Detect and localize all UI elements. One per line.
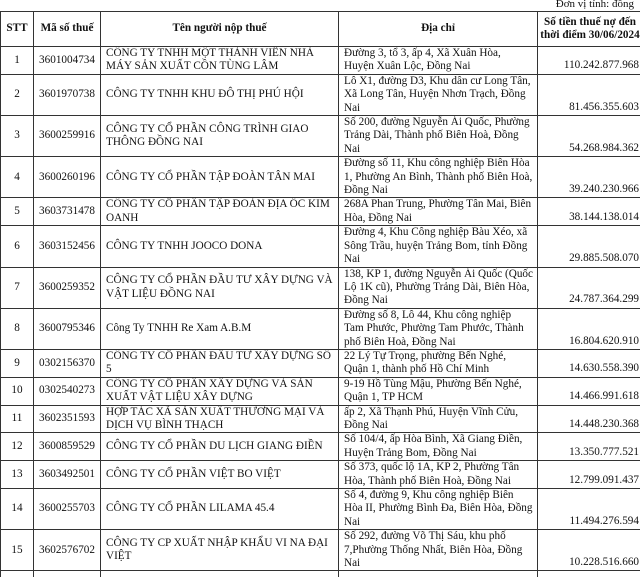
row-stt-text: 9 xyxy=(14,357,20,369)
table-row-partial xyxy=(1,571,640,577)
row-tax-code xyxy=(34,405,101,433)
partial-cell xyxy=(34,571,101,577)
partial-cell xyxy=(1,571,34,577)
row-tax-code xyxy=(34,433,101,461)
row-address-text: Đường 3, tổ 3, ấp 4, Xã Xuân Hòa, Huyện Xuân Lộc, Đồng Nai xyxy=(344,47,501,72)
row-address-text: Số 292, đường Võ Thị Sáu, khu phố 7,Phường Thống Nhất, Biên Hòa, Đồng Nai xyxy=(344,530,522,569)
row-amount xyxy=(538,116,640,157)
row-stt-text: 6 xyxy=(14,240,20,252)
row-tax-code-text: 3600255703 xyxy=(39,502,95,514)
row-taxpayer-name-text: CÔNG TY CỔ PHẦN ĐẦU TƯ XÂY DỰNG SỐ 5 xyxy=(106,350,331,375)
row-tax-code xyxy=(34,377,101,405)
row-address-text: 268A Phan Trung, Phường Tân Mai, Biên Hòa, Đồng Nai xyxy=(344,198,531,223)
row-address xyxy=(339,198,538,226)
row-stt xyxy=(1,461,34,489)
row-stt xyxy=(1,267,34,308)
row-stt-text: 11 xyxy=(12,412,23,424)
row-stt xyxy=(1,349,34,377)
row-stt xyxy=(1,47,34,75)
row-amount-text: 54.268.984.362 xyxy=(569,142,639,154)
row-taxpayer-name xyxy=(101,267,339,308)
table-row xyxy=(1,198,640,226)
row-amount xyxy=(538,489,640,530)
header-taxpayer-name: Tên người nộp thuế xyxy=(101,12,339,47)
row-stt-text: 14 xyxy=(11,502,22,514)
partial-cell xyxy=(339,571,538,577)
row-stt xyxy=(1,405,34,433)
row-amount xyxy=(538,349,640,377)
row-stt-text: 12 xyxy=(11,440,22,452)
row-stt xyxy=(1,433,34,461)
row-amount-text: 39.240.230.966 xyxy=(569,183,639,195)
row-amount-text: 14.448.230.368 xyxy=(569,418,639,430)
unit-label: Đơn vị tính: đồng xyxy=(556,0,634,11)
row-amount xyxy=(538,377,640,405)
row-amount xyxy=(538,308,640,349)
row-address xyxy=(339,349,538,377)
row-address-text: Đường 4, Khu Công nghiệp Bàu Xéo, xã Sông Trầu, huyện Trảng Bom, tỉnh Đồng Nai xyxy=(344,226,527,265)
row-address-text: Đường số 8, Lô 44, Khu công nghiệp Tam Phước, Phường Tam Phước, Thành phố Biên Hoà, Đồng Nai xyxy=(344,309,524,348)
row-address xyxy=(339,267,538,308)
row-stt-text: 10 xyxy=(11,384,22,396)
row-stt-text: 3 xyxy=(14,129,20,141)
row-taxpayer-name xyxy=(101,198,339,226)
row-address xyxy=(339,308,538,349)
row-taxpayer-name-text: CÔNG TY TNHH MỘT THÀNH VIÊN NHÀ MÁY SẢN XUẤT CỒN TÙNG LÂM xyxy=(106,47,314,72)
row-amount-text: 14.630.558.390 xyxy=(569,362,639,374)
row-stt xyxy=(1,116,34,157)
row-taxpayer-name-text: CÔNG TY CỔ PHẦN VIỆT BO VIỆT xyxy=(106,468,281,480)
row-taxpayer-name xyxy=(101,530,339,571)
row-amount xyxy=(538,461,640,489)
row-tax-code xyxy=(34,198,101,226)
row-stt xyxy=(1,377,34,405)
row-amount xyxy=(538,433,640,461)
row-tax-code xyxy=(34,74,101,115)
row-amount-text: 13.350.777.521 xyxy=(569,446,639,458)
row-tax-code xyxy=(34,226,101,267)
row-amount xyxy=(538,47,640,75)
row-taxpayer-name xyxy=(101,349,339,377)
row-taxpayer-name-text: CÔNG TY CỔ PHẦN ĐẦU TƯ XÂY DỰNG VÀ VẬT LIỆU ĐỒNG NAI xyxy=(106,274,333,299)
row-amount-text: 29.885.508.070 xyxy=(569,252,639,264)
row-address-text: Đường số 11, Khu công nghiệp Biên Hòa 1, Phường An Bình, Thành phố Biên Hoà, Đồng Nai xyxy=(344,157,532,196)
row-tax-code-text: 3601970738 xyxy=(39,88,95,100)
row-stt xyxy=(1,530,34,571)
row-tax-code-text: 3602576702 xyxy=(39,544,95,556)
row-taxpayer-name-text: Công Ty TNHH Re Xam A.B.M xyxy=(106,322,251,334)
table-row xyxy=(1,377,640,405)
row-tax-code-text: 3600795346 xyxy=(39,322,95,334)
row-address xyxy=(339,377,538,405)
table-row xyxy=(1,461,640,489)
row-tax-code xyxy=(34,47,101,75)
row-tax-code xyxy=(34,530,101,571)
row-taxpayer-name xyxy=(101,157,339,198)
table-row xyxy=(1,308,640,349)
row-taxpayer-name xyxy=(101,433,339,461)
row-amount xyxy=(538,530,640,571)
row-stt xyxy=(1,74,34,115)
table-row xyxy=(1,530,640,571)
row-amount xyxy=(538,267,640,308)
row-address xyxy=(339,74,538,115)
partial-cell xyxy=(538,571,640,577)
row-tax-code-text: 3600859529 xyxy=(39,440,95,452)
row-tax-code-text: 0302540273 xyxy=(39,384,95,396)
row-stt-text: 15 xyxy=(11,544,22,556)
header-address: Địa chỉ xyxy=(339,12,538,47)
row-tax-code-text: 3603731478 xyxy=(39,205,95,217)
row-taxpayer-name xyxy=(101,489,339,530)
row-address xyxy=(339,116,538,157)
row-taxpayer-name-text: CÔNG TY TNHH KHU ĐÔ THỊ PHÚ HỘI xyxy=(106,88,304,100)
row-amount xyxy=(538,198,640,226)
row-tax-code xyxy=(34,349,101,377)
table-row xyxy=(1,226,640,267)
table-header-row xyxy=(1,12,640,47)
row-taxpayer-name-text: CÔNG TY CỔ PHẦN XÂY DỰNG VÀ SẢN XUẤT VẬT LIỆU XÂY DỰNG xyxy=(106,378,313,403)
row-address xyxy=(339,433,538,461)
row-address xyxy=(339,226,538,267)
row-amount xyxy=(538,405,640,433)
row-taxpayer-name xyxy=(101,461,339,489)
header-amount: Số tiền thuế nợ đến thời điểm 30/06/2024 xyxy=(538,12,640,47)
row-amount xyxy=(538,226,640,267)
row-taxpayer-name-text: CÔNG TY CỔ PHẦN LILAMA 45.4 xyxy=(106,502,274,514)
row-amount xyxy=(538,157,640,198)
row-taxpayer-name-text: CÔNG TY CỔ PHẦN CÔNG TRÌNH GIAO THÔNG ĐỒNG NAI xyxy=(106,123,308,148)
row-tax-code-text: 0302156370 xyxy=(39,357,95,369)
row-address xyxy=(339,405,538,433)
row-taxpayer-name xyxy=(101,74,339,115)
row-stt-text: 2 xyxy=(14,88,20,100)
row-address xyxy=(339,530,538,571)
row-tax-code-text: 3601004734 xyxy=(39,54,95,66)
row-address-text: Lô X1, đường D3, Khu dân cư Long Tân, Xã Long Tân, Huyện Nhơn Trạch, Đồng Nai xyxy=(344,75,531,114)
row-taxpayer-name-text: CÔNG TY CP XUẤT NHẬP KHẨU VI NA ĐẠI VIỆT xyxy=(106,537,328,562)
row-stt xyxy=(1,226,34,267)
row-taxpayer-name xyxy=(101,405,339,433)
table-row xyxy=(1,433,640,461)
row-amount-text: 81.456.355.603 xyxy=(569,101,639,113)
row-taxpayer-name xyxy=(101,116,339,157)
row-address-text: 138, KP 1, đường Nguyễn Ái Quốc (Quốc Lộ 1K cũ), Phường Trảng Dài, Biên Hòa, Đồng Nai xyxy=(344,268,533,307)
row-stt-text: 13 xyxy=(11,468,22,480)
row-stt xyxy=(1,157,34,198)
row-tax-code-text: 3600259352 xyxy=(39,281,95,293)
row-amount-text: 16.804.620.910 xyxy=(569,335,639,347)
row-address-text: Số 373, quốc lộ 1A, KP 2, Phường Tân Hòa, Thành phố Biên Hoà, Đồng Nai xyxy=(344,461,519,486)
table-row xyxy=(1,349,640,377)
table-row xyxy=(1,489,640,530)
row-amount-text: 14.466.991.618 xyxy=(569,390,639,402)
header-stt: STT xyxy=(1,12,34,47)
row-tax-code-text: 3600259916 xyxy=(39,129,95,141)
row-tax-code-text: 3600260196 xyxy=(39,171,95,183)
row-stt-text: 1 xyxy=(14,54,20,66)
row-stt xyxy=(1,198,34,226)
row-address-text: Số 200, đường Nguyễn Ái Quốc, Phường Trảng Dài, Thành phố Biên Hoà, Đồng Nai xyxy=(344,116,530,155)
row-stt xyxy=(1,308,34,349)
row-taxpayer-name-text: HỢP TÁC XÃ SẢN XUẤT THƯƠNG MẠI VÀ DỊCH VỤ BÌNH THẠCH xyxy=(106,406,324,431)
row-tax-code-text: 3603152456 xyxy=(39,240,95,252)
row-address-text: Số 104/4, ấp Hòa Bình, Xã Giang Điền, Huyện Trảng Bom, Đồng Nai xyxy=(344,433,522,458)
row-stt-text: 5 xyxy=(14,205,20,217)
row-amount-text: 24.787.364.299 xyxy=(569,293,639,305)
table-row xyxy=(1,47,640,75)
row-tax-code xyxy=(34,267,101,308)
table-row xyxy=(1,74,640,115)
row-address-text: 22 Lý Tự Trọng, phường Bến Nghé, Quận 1, thành phố Hồ Chí Minh xyxy=(344,350,506,375)
row-taxpayer-name xyxy=(101,226,339,267)
row-address xyxy=(339,157,538,198)
partial-cell xyxy=(101,571,339,577)
row-stt-text: 7 xyxy=(14,281,20,293)
tax-debt-table xyxy=(0,11,640,577)
row-address xyxy=(339,489,538,530)
row-taxpayer-name xyxy=(101,377,339,405)
row-address xyxy=(339,461,538,489)
row-taxpayer-name-text: CÔNG TY CỔ PHẦN TẬP ĐOÀN TÂN MAI xyxy=(106,171,315,183)
row-address-text: Số 4, đường 9, Khu công nghiệp Biên Hòa II, Phường Bình Đa, Biên Hòa, Đồng Nai xyxy=(344,489,532,528)
row-tax-code-text: 3602351593 xyxy=(39,412,95,424)
row-address xyxy=(339,47,538,75)
row-address-text: ấp 2, Xã Thạnh Phú, Huyện Vĩnh Cửu, Đồng Nai xyxy=(344,406,518,431)
row-amount-text: 38.144.138.014 xyxy=(569,211,639,223)
row-stt xyxy=(1,489,34,530)
row-tax-code xyxy=(34,157,101,198)
table-row xyxy=(1,157,640,198)
table-row xyxy=(1,116,640,157)
row-tax-code xyxy=(34,308,101,349)
row-taxpayer-name-text: CÔNG TY CỔ PHẦN DU LỊCH GIANG ĐIỀN xyxy=(106,440,323,452)
row-taxpayer-name xyxy=(101,47,339,75)
row-tax-code xyxy=(34,116,101,157)
table-row xyxy=(1,405,640,433)
row-tax-code-text: 3603492501 xyxy=(39,468,95,480)
row-taxpayer-name-text: CÔNG TY CỔ PHẦN TẬP ĐOÀN ĐỊA ỐC KIM OANH xyxy=(106,198,330,223)
row-amount-text: 110.242.877.968 xyxy=(564,59,639,71)
table-row xyxy=(1,267,640,308)
row-amount-text: 12.799.091.437 xyxy=(569,474,639,486)
row-amount-text: 11.494.276.594 xyxy=(569,515,639,527)
row-amount xyxy=(538,74,640,115)
row-amount-text: 10.228.516.660 xyxy=(569,556,639,568)
row-tax-code xyxy=(34,461,101,489)
row-stt-text: 8 xyxy=(14,322,20,334)
row-taxpayer-name-text: CÔNG TY TNHH JOOCO DONA xyxy=(106,240,262,252)
row-tax-code xyxy=(34,489,101,530)
row-stt-text: 4 xyxy=(14,171,20,183)
row-taxpayer-name xyxy=(101,308,339,349)
row-address-text: 9-19 Hồ Tùng Mậu, Phường Bến Nghé, Quận 1, TP HCM xyxy=(344,378,522,403)
header-tax-code: Mã số thuế xyxy=(34,12,101,47)
